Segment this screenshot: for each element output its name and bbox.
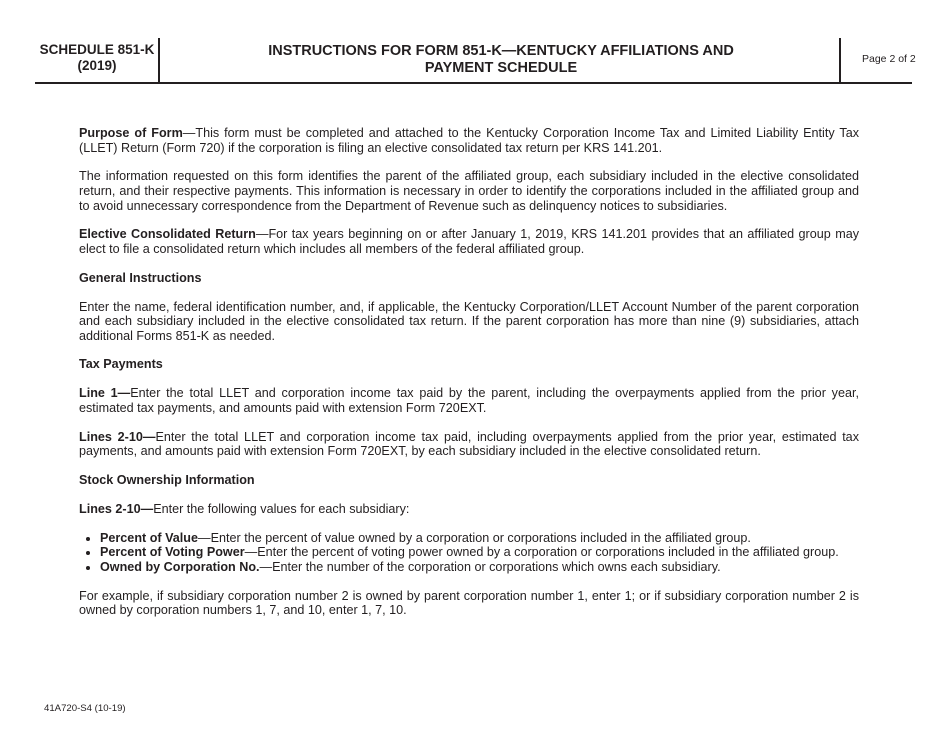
lines2-label: Lines 2-10— bbox=[79, 429, 156, 444]
instructions-body bbox=[79, 126, 859, 632]
elective-paragraph bbox=[79, 227, 859, 256]
tax-payments-heading: Tax Payments bbox=[79, 357, 163, 372]
elective-text: —For tax years beginning on or after January 1, 2019, KRS 141.201 provides that an affiliated group may elect to file a consolidated return which includes all members of the federal affiliated group. bbox=[79, 227, 859, 256]
stock-lines-label: Lines 2-10— bbox=[79, 501, 154, 516]
header-divider-left bbox=[158, 38, 160, 83]
line1-label: Line 1— bbox=[79, 386, 131, 401]
page-title-line1: INSTRUCTIONS FOR FORM 851-K—KENTUCKY AFFILIATIONS AND bbox=[268, 43, 734, 59]
lines2-paragraph bbox=[79, 430, 859, 459]
page-number: Page 2 of 2 bbox=[862, 53, 916, 65]
schedule-year: (2019) bbox=[77, 58, 117, 73]
purpose-text: —This form must be completed and attached to the Kentucky Corporation Income Tax and Limited Liability Entity Tax (LLET) Return (Form 720) if the corporation is filing an elective consolidated tax return per KRS 141.201. bbox=[79, 126, 859, 155]
list-item: • Percent of Voting Power—Enter the percent of voting power owned by a corporation or corporations included in the affiliated group. bbox=[100, 545, 859, 560]
schedule-name: SCHEDULE 851-K bbox=[39, 42, 155, 57]
page-title-line2: PAYMENT SCHEDULE bbox=[424, 60, 578, 76]
purpose-paragraph bbox=[79, 126, 859, 155]
stock-bullet-list bbox=[79, 531, 859, 575]
schedule-label bbox=[37, 42, 157, 74]
general-paragraph: Enter the name, federal identification number, and, if applicable, the Kentucky Corporation/LLET Account Number of the parent corporation and each subsidiary included in the elective consolidated tax return. If the parent corporation has more than nine (9) subsidiaries, attach additional Forms 851-K as needed. bbox=[79, 299, 859, 343]
lines2-text: Enter the total LLET and corporation income tax paid, including overpayments applied from the prior year, estimated tax payments, and amounts paid with extension Form 720EXT, by each subsidiary included in the elective consolidated return. bbox=[79, 429, 859, 459]
general-heading: General Instructions bbox=[79, 270, 202, 285]
stock-lines-text: Enter the following values for each subsidiary: bbox=[153, 501, 410, 516]
stock-heading: Stock Ownership Information bbox=[79, 473, 255, 487]
example-paragraph: For example, if subsidiary corporation number 2 is owned by parent corporation number 1, enter 1; or if subsidiary corporation number 2 is owned by corporation numbers 1, 7, and 10, enter 1, 7, 10. bbox=[79, 588, 859, 618]
stock-lines-paragraph bbox=[79, 502, 859, 517]
information-paragraph: The information requested on this form identifies the parent of the affiliated group, each subsidiary included in the elective consolidated return, and their respective payments. This information is necessary in order to identify the corporations included in the affiliated group and to avoid unnecessary correspondence from the Department of Revenue such as delinquency notices to subsidiaries. bbox=[79, 169, 859, 213]
page-title bbox=[162, 43, 840, 77]
form-code: 41A720-S4 (10-19) bbox=[44, 703, 126, 714]
purpose-heading: Purpose of Form bbox=[79, 126, 183, 140]
line1-paragraph bbox=[79, 386, 859, 415]
header-divider-right bbox=[839, 38, 841, 83]
list-item: • Owned by Corporation No.—Enter the number of the corporation or corporations which owns each subsidiary. bbox=[100, 560, 859, 575]
elective-heading: Elective Consolidated Return bbox=[79, 227, 256, 242]
line1-text: Enter the total LLET and corporation income tax paid by the parent, including the overpayments applied from the prior year, estimated tax payments, and amounts paid with extension Form 720EXT. bbox=[79, 386, 859, 415]
header-rule bbox=[35, 82, 912, 84]
list-item: • Percent of Value—Enter the percent of value owned by a corporation or corporations included in the affiliated group. bbox=[100, 531, 859, 546]
